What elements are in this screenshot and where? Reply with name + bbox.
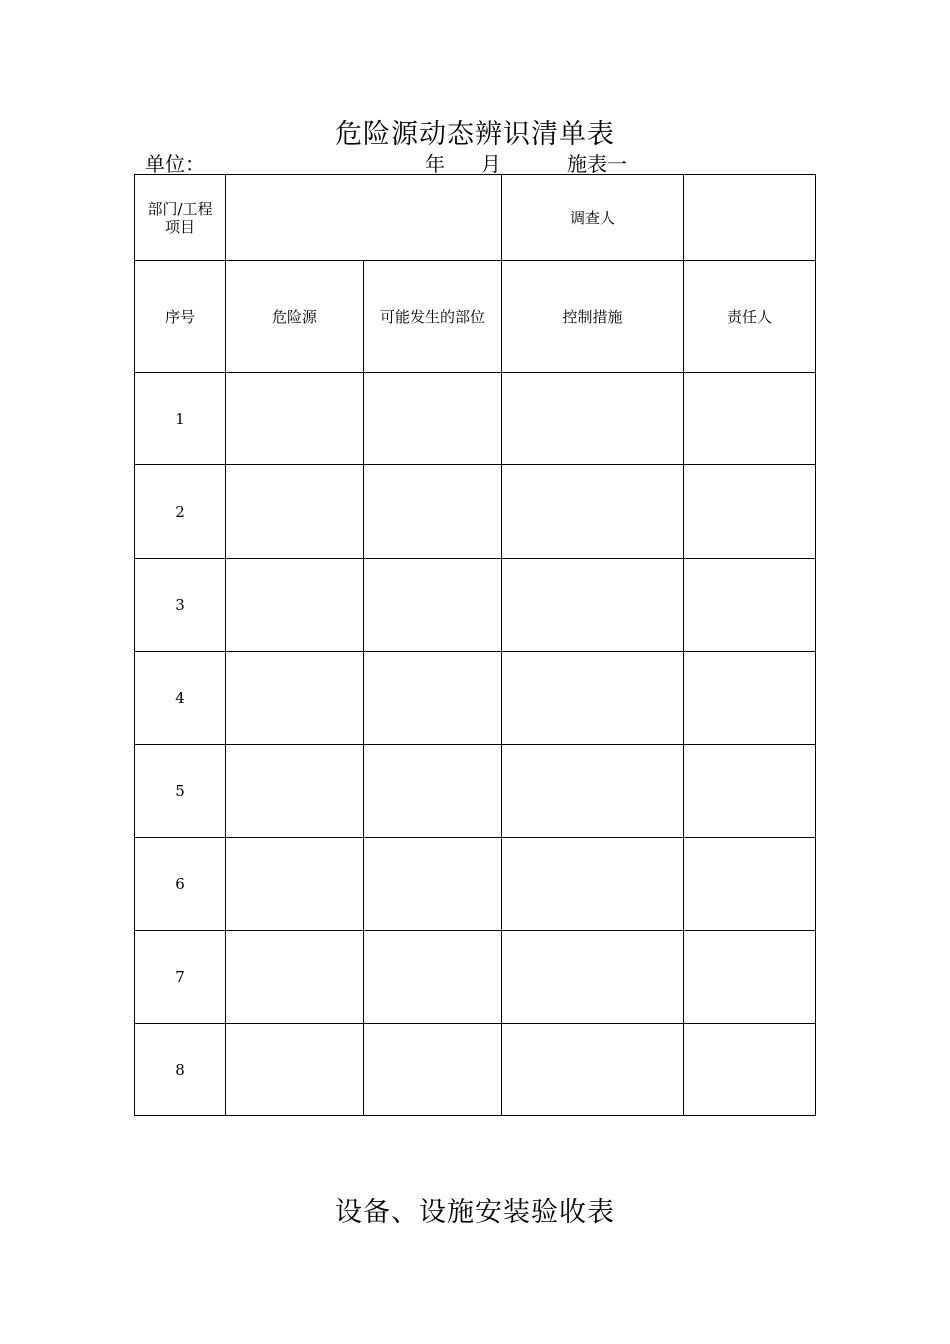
row-number: 1 (135, 373, 226, 465)
row-number: 2 (135, 465, 226, 559)
col-header-responsible: 责任人 (684, 261, 816, 373)
investigator-label: 调查人 (502, 175, 684, 261)
row-number: 5 (135, 745, 226, 838)
month-label: 月 (481, 152, 501, 176)
control-cell[interactable] (502, 838, 684, 931)
responsible-cell[interactable] (684, 931, 816, 1024)
responsible-cell[interactable] (684, 838, 816, 931)
row-number: 4 (135, 652, 226, 745)
unit-label: 单位： (145, 152, 205, 176)
row-number: 6 (135, 838, 226, 931)
responsible-cell[interactable] (684, 1024, 816, 1116)
location-cell[interactable] (364, 652, 502, 745)
control-cell[interactable] (502, 373, 684, 465)
hazard-cell[interactable] (226, 745, 364, 838)
dept-value-cell[interactable] (226, 175, 502, 261)
control-cell[interactable] (502, 465, 684, 559)
dept-label-line1: 部门/工程 (147, 199, 213, 218)
location-cell[interactable] (364, 465, 502, 559)
year-label: 年 (425, 152, 445, 176)
hazard-cell[interactable] (226, 931, 364, 1024)
control-cell[interactable] (502, 931, 684, 1024)
table-row (135, 1024, 816, 1116)
dept-row (135, 175, 816, 261)
location-cell[interactable] (364, 1024, 502, 1116)
header-row (135, 261, 816, 373)
location-cell[interactable] (364, 559, 502, 652)
hazard-list-table (134, 174, 816, 1116)
table-row (135, 745, 816, 838)
responsible-cell[interactable] (684, 373, 816, 465)
col-header-hazard: 危险源 (226, 261, 364, 373)
dept-label-cell (135, 175, 226, 261)
hazard-cell[interactable] (226, 652, 364, 745)
col-header-seq: 序号 (135, 261, 226, 373)
responsible-cell[interactable] (684, 652, 816, 745)
dept-label-line2: 项目 (164, 217, 195, 236)
table-row (135, 838, 816, 931)
responsible-cell[interactable] (684, 559, 816, 652)
responsible-cell[interactable] (684, 745, 816, 838)
control-cell[interactable] (502, 652, 684, 745)
row-number: 8 (135, 1024, 226, 1116)
document-title: 危险源动态辨识清单表 (335, 119, 615, 150)
location-cell[interactable] (364, 745, 502, 838)
hazard-cell[interactable] (226, 838, 364, 931)
table-row (135, 465, 816, 559)
responsible-cell[interactable] (684, 465, 816, 559)
location-cell[interactable] (364, 931, 502, 1024)
control-cell[interactable] (502, 559, 684, 652)
control-cell[interactable] (502, 1024, 684, 1116)
table-row (135, 373, 816, 465)
location-cell[interactable] (364, 838, 502, 931)
col-header-location: 可能发生的部位 (364, 261, 502, 373)
location-cell[interactable] (364, 373, 502, 465)
form-number: 施表一 (567, 152, 627, 176)
hazard-cell[interactable] (226, 1024, 364, 1116)
table-row (135, 931, 816, 1024)
hazard-cell[interactable] (226, 559, 364, 652)
row-number: 7 (135, 931, 226, 1024)
date-labels (425, 148, 501, 177)
col-header-control: 控制措施 (502, 261, 684, 373)
row-number: 3 (135, 559, 226, 652)
hazard-cell[interactable] (226, 465, 364, 559)
table-row (135, 559, 816, 652)
table-row (135, 652, 816, 745)
next-section-title: 设备、设施安装验收表 (335, 1197, 615, 1228)
investigator-value-cell[interactable] (684, 175, 816, 261)
control-cell[interactable] (502, 745, 684, 838)
hazard-cell[interactable] (226, 373, 364, 465)
